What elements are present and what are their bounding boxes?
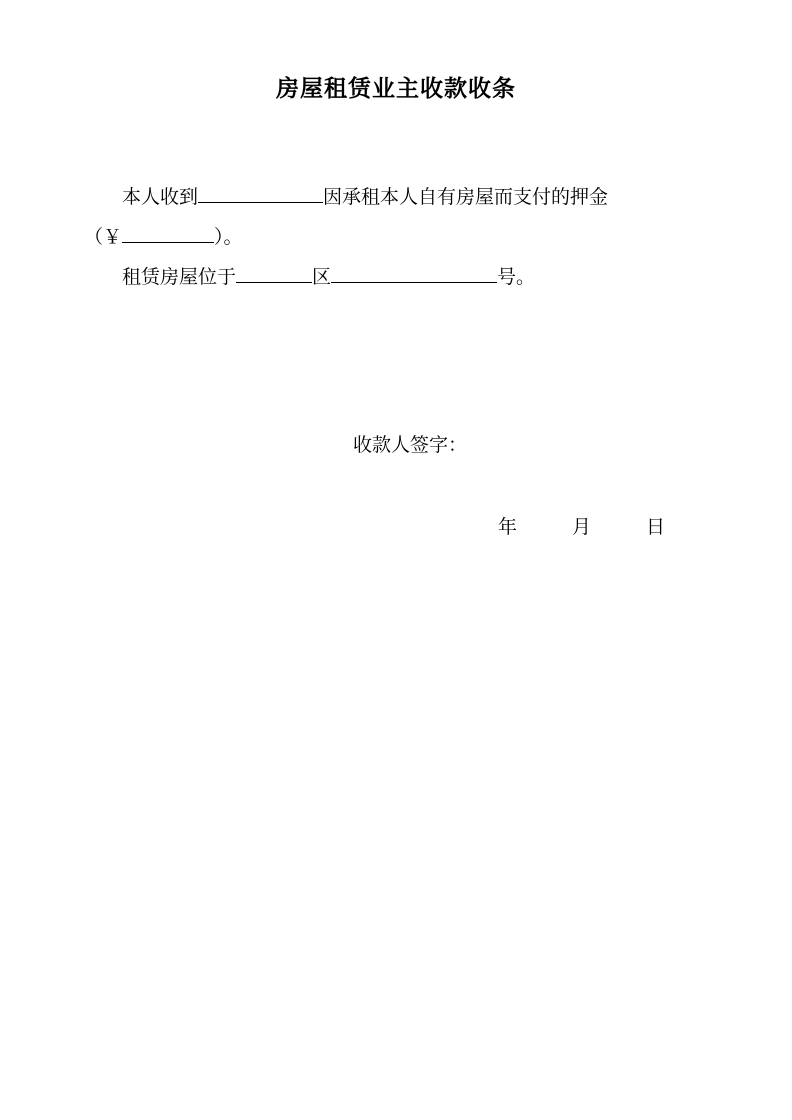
- date-year-label: 年: [498, 517, 518, 538]
- date-day-label: 日: [646, 517, 666, 538]
- address-paragraph: [84, 258, 708, 298]
- receipt-statement-text-1: 本人收到: [122, 187, 199, 208]
- page-title: 房屋租赁业主收款收条: [276, 76, 516, 102]
- receipt-statement-text-2: 因承租本人自有房屋而支付的押金: [323, 187, 609, 208]
- date-month-label: 月: [572, 517, 592, 538]
- date-line: [0, 512, 792, 544]
- amount-blank[interactable]: [122, 223, 214, 243]
- signature-line: [0, 430, 792, 462]
- document-body: [84, 178, 708, 298]
- payer-name-blank[interactable]: [198, 183, 323, 203]
- receipt-statement-paragraph: [84, 178, 708, 218]
- amount-paragraph: [84, 218, 708, 258]
- address-prefix-text: 租赁房屋位于: [122, 267, 237, 288]
- address-district-text: 区: [312, 267, 332, 288]
- address-number-text: 号。: [497, 267, 536, 288]
- street-blank[interactable]: [331, 263, 497, 283]
- amount-suffix-text: ）。: [214, 227, 243, 248]
- signature-label: 收款人签字：: [352, 435, 467, 456]
- district-blank[interactable]: [236, 263, 312, 283]
- amount-prefix-text: （￥: [84, 227, 123, 248]
